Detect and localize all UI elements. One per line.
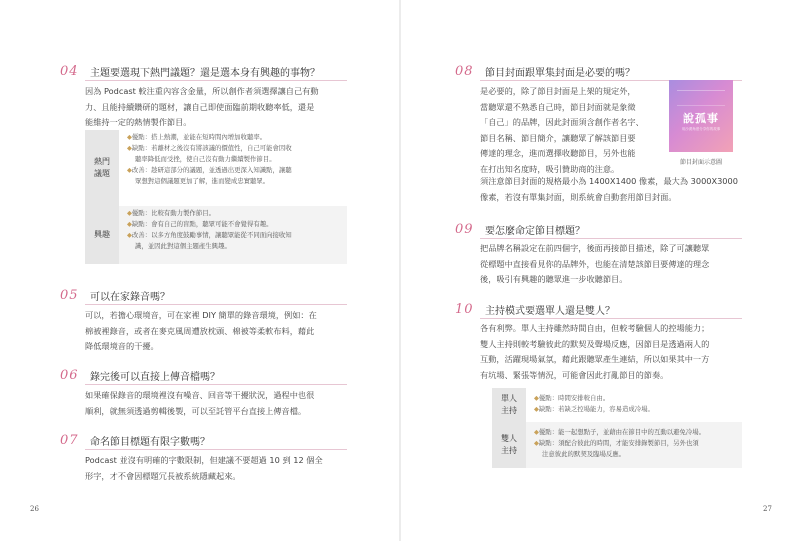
list-item: ◆缺點：會有自己的盲點，聽眾可能不會覺得有趣。 <box>127 220 273 228</box>
answer-line: 「自己」的品牌，因此封面須含創作者名字、 <box>480 117 644 127</box>
answer-line: 節目名稱、節目簡介，讓聽眾了解該節目要 <box>480 132 636 143</box>
question-text: 錄完後可以直接上傳音檔嗎？ <box>90 372 220 383</box>
answer-line: 如果確保錄音的環境裡沒有噪音、回音等干擾狀況，過程中也很 <box>85 390 315 400</box>
answer-line: 順利，就無須透過剪輯後製，可以至託管平台直接上傳音檔。 <box>85 405 307 416</box>
question-10 <box>455 302 615 317</box>
answer-10 <box>480 321 742 383</box>
list-item: ◆改善：趁研這部分的議題，並透過出更深入知識點，讓聽 眾想對這個議題更加了解，進而變成忠實聽眾。 <box>127 166 292 185</box>
divider <box>85 384 347 385</box>
table-row <box>85 206 347 264</box>
list-item: ◆優點：能一起想點子，並藉由在節目中的互動以避免冷場。 <box>534 428 706 436</box>
divider <box>480 238 742 239</box>
answer-08-note <box>480 174 742 205</box>
answer-line: 互動，活躍現場氣氛，藉此跟聽眾產生連結，所以如果其中一方 <box>480 354 710 364</box>
divider <box>85 80 347 81</box>
list-item: ◆優點：時間安排較自由。 <box>534 394 610 402</box>
divider <box>480 318 742 319</box>
question-text: 主持模式要選單人還是雙人？ <box>485 306 615 317</box>
question-text: 要怎麼命定節目標題？ <box>485 226 585 237</box>
page-number: 26 <box>30 505 39 513</box>
question-05 <box>60 288 170 303</box>
answer-line: 可以，若擔心環境音，可在家裡 DIY 簡單的錄音環境，例如：在 <box>85 310 317 320</box>
question-number: 10 <box>455 302 474 317</box>
answer-line: 能維持一定的熱情製作節目。 <box>85 117 192 127</box>
page-number: 27 <box>763 505 772 513</box>
answer-line: 力、且能持續鑽研的題材，讓自己即使面臨前期收聽率低，還是 <box>85 101 315 112</box>
row-label: 雙人 主持 <box>492 422 526 468</box>
question-text: 節目封面跟單集封面是必要的嗎？ <box>485 68 635 79</box>
answer-line: 須注意節目封面的規格最小為 1400X1400 像素，最大為 3000X3000 <box>480 176 738 186</box>
list-item: ◆缺點：若離材之後沒有將該議的價值性，自己可能會因收 聽率降低而受挫，使自己沒有動力繼續製作節目。 <box>127 144 292 163</box>
answer-line: 像素，若沒有單集封面，則系統會自動套用節目封面。 <box>480 191 677 202</box>
question-number: 09 <box>455 222 474 237</box>
question-08 <box>455 64 635 79</box>
comparison-table-10 <box>492 388 742 468</box>
answer-line: 雙人主持則較考驗彼此的默契及聲場反應，因節目是透過兩人的 <box>480 338 710 349</box>
question-number: 05 <box>60 288 79 303</box>
row-label: 單人 主持 <box>492 388 526 422</box>
question-number: 04 <box>60 64 79 79</box>
answer-line: 形字，才不會因標題冗長被系統隱藏起來。 <box>85 470 241 481</box>
list-item: ◆缺點：須配合彼此的時間，才能安排錄製節目，另外也須 注意彼此的默契及臨場反應。 <box>534 439 699 458</box>
question-04 <box>60 64 320 79</box>
question-number: 07 <box>60 433 79 448</box>
answer-line: 在打出知名度時，吸引贊助商的注意。 <box>480 163 620 174</box>
answer-line: Podcast 並沒有明確的字數限制，但建議不要超過 10 到 12 個全 <box>85 455 323 465</box>
divider <box>85 449 347 450</box>
podcast-cover-image <box>669 80 733 152</box>
question-text: 可以在家錄音嗎？ <box>90 292 170 303</box>
comparison-table-04 <box>85 130 347 264</box>
table-row <box>492 422 742 468</box>
question-text: 命名節目標題有限字數嗎？ <box>90 437 210 448</box>
list-item: ◆優點：比較有動力製作節目。 <box>127 209 215 217</box>
answer-line: 從標題中直接看見你的品牌外，也能在清楚該節目要傳達的理念 <box>480 258 710 269</box>
list-item: ◆優點：搭上熱潮，並能在短時間內增加收聽率。 <box>127 133 267 141</box>
table-row <box>492 388 742 422</box>
answer-line: 有坑場、緊張等情況，可能會因此打亂節目的節奏。 <box>480 369 669 380</box>
answer-line: 把品牌名稱設定在前四個字，後面再接節目描述，除了可讓聽眾 <box>480 243 710 253</box>
answer-09 <box>480 241 742 288</box>
right-page <box>400 0 800 541</box>
question-number: 08 <box>455 64 474 79</box>
answer-line: 降低環境音的干擾。 <box>85 341 159 351</box>
answer-04 <box>85 84 347 131</box>
answer-line: 棉被裡錄音，或者在麥克風周遭放枕頭、棉被等柔軟布料，藉此 <box>85 325 315 336</box>
answer-line: 當聽眾還不熟悉自己時，節目封面就是象徵 <box>480 101 636 112</box>
answer-line: 各有利弊。單人主持雖然時間自由，但較考驗個人的控場能力； <box>480 323 710 333</box>
table-row <box>85 130 347 206</box>
question-06 <box>60 368 220 383</box>
list-item: ◆改善：以多方角度鼓勵事情，讓聽眾能從不同面向接收知 識，並因此對這個主題產生興趣。 <box>127 231 292 250</box>
question-07 <box>60 433 210 448</box>
row-label: 熱門 議題 <box>85 130 119 206</box>
answer-07 <box>85 453 347 484</box>
list-item: ◆缺點：若缺乏控場能力，容易造成冷場。 <box>534 405 654 413</box>
image-caption: 節目封面示意圖 <box>679 159 722 166</box>
row-label: 興趣 <box>85 206 119 264</box>
row-body <box>526 422 742 468</box>
answer-06 <box>85 388 347 419</box>
cover-title: 說孤事 <box>683 112 719 125</box>
answer-05 <box>85 308 347 355</box>
answer-line: 傳達的理念，進而選擇收聽節目，另外也能 <box>480 148 636 158</box>
cover-subtitle: 用沙漠角度分享你的故事 <box>681 127 721 131</box>
row-body <box>119 130 347 206</box>
answer-line: 後，吸引有興趣的聽眾進一步收聽節目。 <box>480 274 628 284</box>
question-09 <box>455 222 585 237</box>
question-text: 主題要選現下熱門議題？還是選本身有興趣的事物？ <box>90 68 320 79</box>
divider <box>85 304 347 305</box>
row-body <box>119 206 347 264</box>
answer-08 <box>480 84 665 177</box>
answer-line: 是必要的，除了節目封面是上架的規定外， <box>480 86 636 96</box>
row-body <box>526 388 742 422</box>
question-number: 06 <box>60 368 79 383</box>
answer-line: 因為 Podcast 較注重內容含金量，所以創作者須選擇讓自己有動 <box>85 86 319 96</box>
